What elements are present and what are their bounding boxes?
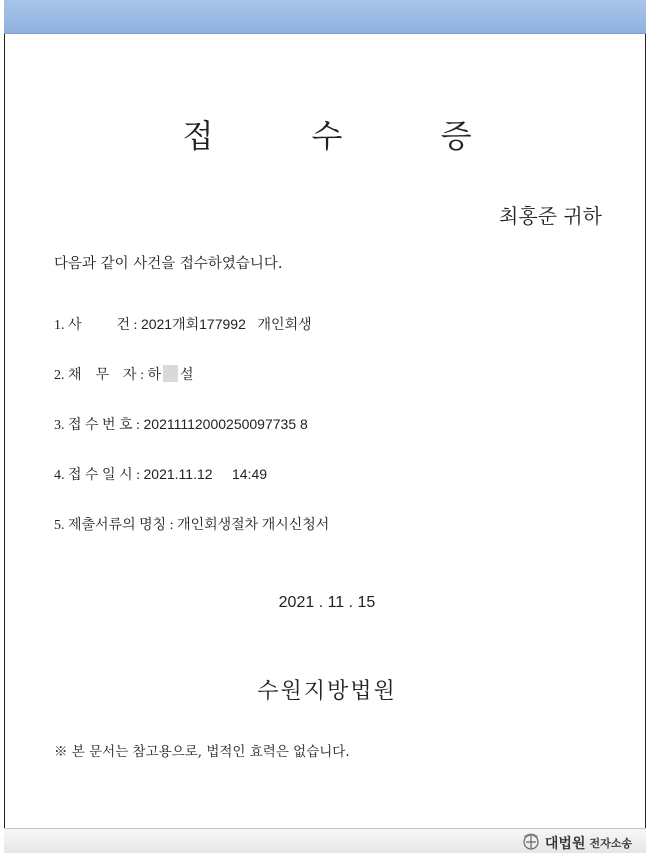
item-value: 개인회생절차 개시신청서 — [177, 518, 330, 533]
brand-logo — [521, 834, 632, 852]
document-title: 접 수 증 — [182, 117, 516, 155]
item-label: 3. 접 수 번 호 : — [54, 418, 144, 433]
item-label: 5. 제출서류의 명칭 : — [54, 518, 178, 533]
debtor-name-first: 하 — [147, 368, 161, 383]
brand-main-label: 대법원 — [544, 836, 586, 852]
disclaimer-note: ※ 본 문서는 참고용으로, 법적인 효력은 없습니다. — [54, 744, 350, 760]
item-receipt-datetime — [54, 464, 267, 484]
item-value: 2021.11.12 14:49 — [143, 466, 268, 482]
court-name: 수원지방법원 — [257, 679, 397, 704]
item-label: 4. 접 수 일 시 : — [54, 468, 144, 483]
debtor-name-last: 설 — [180, 368, 194, 383]
item-label: 2. 채 무 자 : — [54, 368, 148, 383]
redaction-mask — [163, 365, 178, 382]
item-value: 2021개회177992 개인회생 — [140, 316, 312, 332]
item-value: 20211112000250097735 8 — [143, 416, 308, 432]
viewer-top-bar — [4, 0, 646, 34]
issue-date: 2021 . 11 . 15 — [278, 594, 376, 611]
item-debtor — [54, 364, 194, 384]
court-emblem-icon — [521, 832, 541, 854]
intro-text: 다음과 같이 사건을 접수하였습니다. — [54, 256, 283, 272]
item-label: 1. 사 건 : — [54, 318, 141, 333]
recipient-name: 최홍준 귀하 — [499, 204, 602, 228]
item-case — [54, 314, 312, 334]
item-receipt-number — [54, 414, 308, 434]
brand-sub-label: 전자소송 — [589, 837, 632, 850]
item-document-name — [54, 514, 329, 534]
